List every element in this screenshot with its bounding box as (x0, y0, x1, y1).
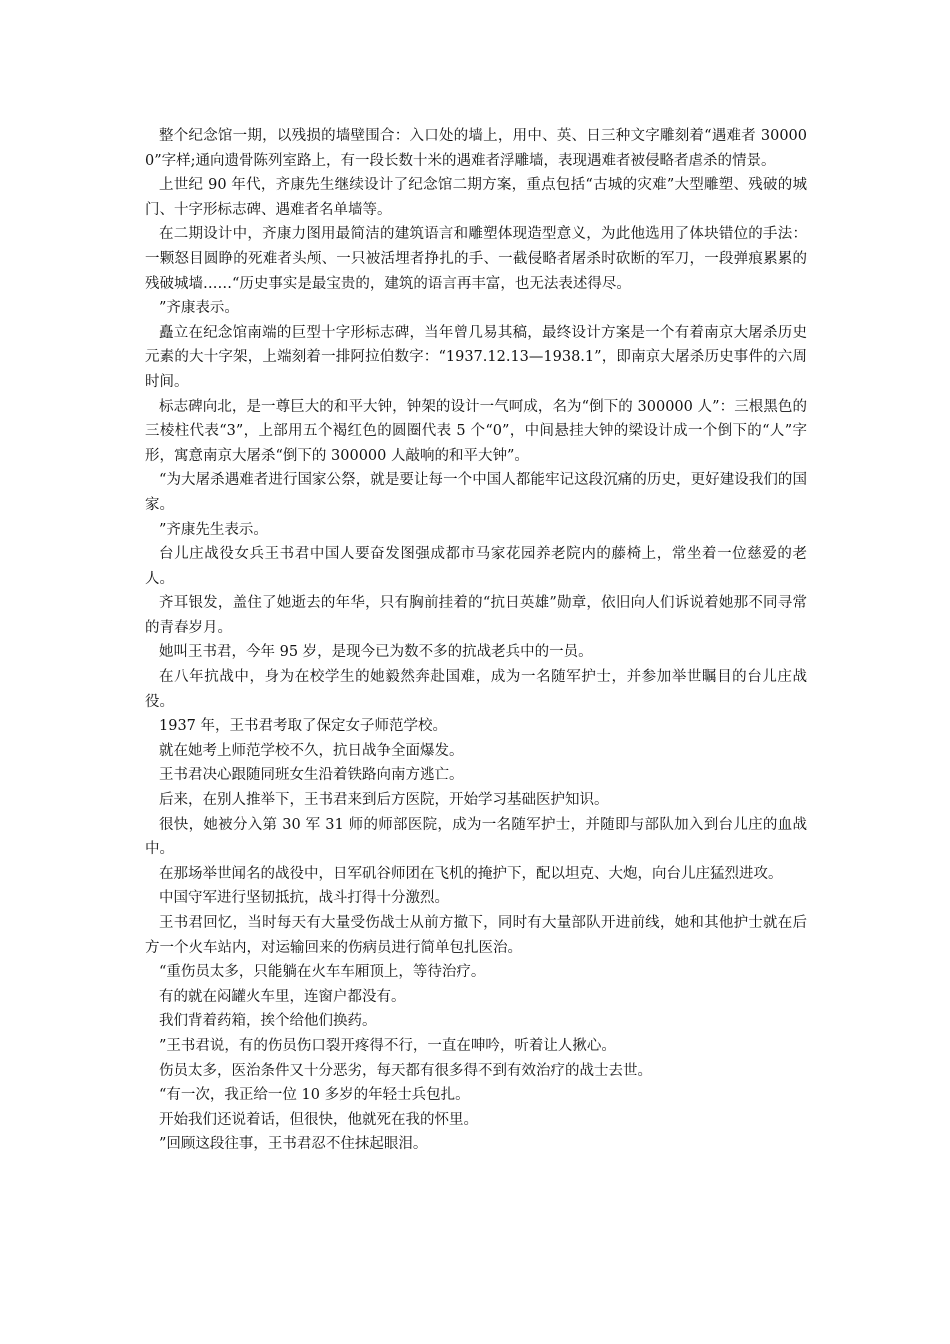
paragraph-3: 在二期设计中，齐康力图用最简洁的建筑语言和雕塑体现造型意义，为此他选用了体块错位的手法：一颗怒目圆睁的死难者头颅、一只被活埋者挣扎的手、一截侵略者屠杀时砍断的军刀，一段弹痕累累的残破城墙……“历史事实是最宝贵的，建筑的语言再丰富，也无法表述得尽。 (145, 226, 807, 292)
paragraph-15: 王书君决心跟随同班女生沿着铁路向南方逃亡。 (159, 767, 464, 784)
paragraph-28: ”回顾这段往事，王书君忍不住抹起眼泪。 (159, 1136, 428, 1153)
paragraph-27: 开始我们还说着话，但很快，他就死在我的怀里。 (159, 1111, 478, 1128)
paragraph-11: 她叫王书君，今年 95 岁，是现今已为数不多的抗战老兵中的一员。 (159, 644, 593, 661)
paragraph-8: ”齐康先生表示。 (159, 521, 268, 538)
paragraph-12: 在八年抗战中，身为在校学生的她毅然奔赴国难，成为一名随军护士，并参加举世瞩目的台儿庄战役。 (145, 669, 807, 710)
paragraph-19: 中国守军进行坚韧抵抗，战斗打得十分激烈。 (159, 890, 449, 907)
paragraph-14: 就在她考上师范学校不久，抗日战争全面爆发。 (159, 742, 464, 759)
paragraph-2: 上世纪 90 年代，齐康先生继续设计了纪念馆二期方案，重点包括“古城的灾难”大型雕塑、残破的城门、十字形标志碑、遇难者名单墙等。 (145, 177, 807, 218)
paragraph-7: “为大屠杀遇难者进行国家公祭，就是要让每一个中国人都能牢记这段沉痛的历史，更好建设我们的国家。 (145, 472, 807, 513)
paragraph-20: 王书君回忆，当时每天有大量受伤战士从前方撤下，同时有大量部队开进前线，她和其他护士就在后方一个火车站内，对运输回来的伤病员进行简单包扎医治。 (145, 915, 807, 956)
paragraph-10: 齐耳银发，盖住了她逝去的年华，只有胸前挂着的“抗日英雄”勋章，依旧向人们诉说着她那不同寻常的青春岁月。 (145, 595, 807, 636)
paragraph-1: 整个纪念馆一期，以残损的墙壁围合：入口处的墙上，用中、英、日三种文字雕刻着“遇难者 300000”字样;通向遗骨陈列室路上，有一段长数十米的遇难者浮雕墙，表现遇难者被侵略者虐杀的情景。 (145, 128, 807, 169)
paragraph-22: 有的就在闷罐火车里，连窗户都没有。 (159, 988, 406, 1005)
paragraph-26: “有一次，我正给一位 10 多岁的年轻士兵包扎。 (159, 1087, 470, 1104)
paragraph-5: 矗立在纪念馆南端的巨型十字形标志碑，当年曾几易其稿，最终设计方案是一个有着南京大屠杀历史元素的大十字架，上端刻着一排阿拉伯数字：“1937.12.13—1938.1”，即南京大屠杀历史事件的六周时间。 (145, 324, 807, 390)
document-page (145, 124, 807, 1157)
paragraph-16: 后来，在别人推举下，王书君来到后方医院，开始学习基础医护知识。 (159, 792, 609, 809)
paragraph-18: 在那场举世闻名的战役中，日军矶谷师团在飞机的掩护下，配以坦克、大炮，向台儿庄猛烈进攻。 (159, 865, 783, 882)
paragraph-9: 台儿庄战役女兵王书君中国人要奋发图强成都市马家花园养老院内的藤椅上，常坐着一位慈爱的老人。 (145, 546, 807, 587)
paragraph-13: 1937 年，王书君考取了保定女子师范学校。 (159, 718, 448, 735)
paragraph-17: 很快，她被分入第 30 军 31 师的师部医院，成为一名随军护士，并随即与部队加入到台儿庄的血战中。 (145, 816, 807, 858)
paragraph-23: 我们背着药箱，挨个给他们换药。 (159, 1013, 377, 1030)
paragraph-21: “重伤员太多，只能躺在火车车厢顶上，等待治疗。 (159, 964, 486, 981)
paragraph-6: 标志碑向北，是一尊巨大的和平大钟，钟架的设计一气呵成，名为“倒下的 300000 人”：三根黑色的三棱柱代表“3”，上部用五个褐红色的圆圈代表 5 个“0”，中间悬挂大钟的梁设计成一个倒下的“人”字形，寓意南京大屠杀“倒下的 300000 人敲响的和平大钟”。 (145, 398, 807, 464)
paragraph-4: ”齐康表示。 (159, 300, 239, 317)
paragraph-25: 伤员太多，医治条件又十分恶劣，每天都有很多得不到有效治疗的战士去世。 (159, 1062, 652, 1079)
paragraph-24: ”王书君说，有的伤员伤口裂开疼得不行，一直在呻吟，听着让人揪心。 (159, 1037, 616, 1054)
